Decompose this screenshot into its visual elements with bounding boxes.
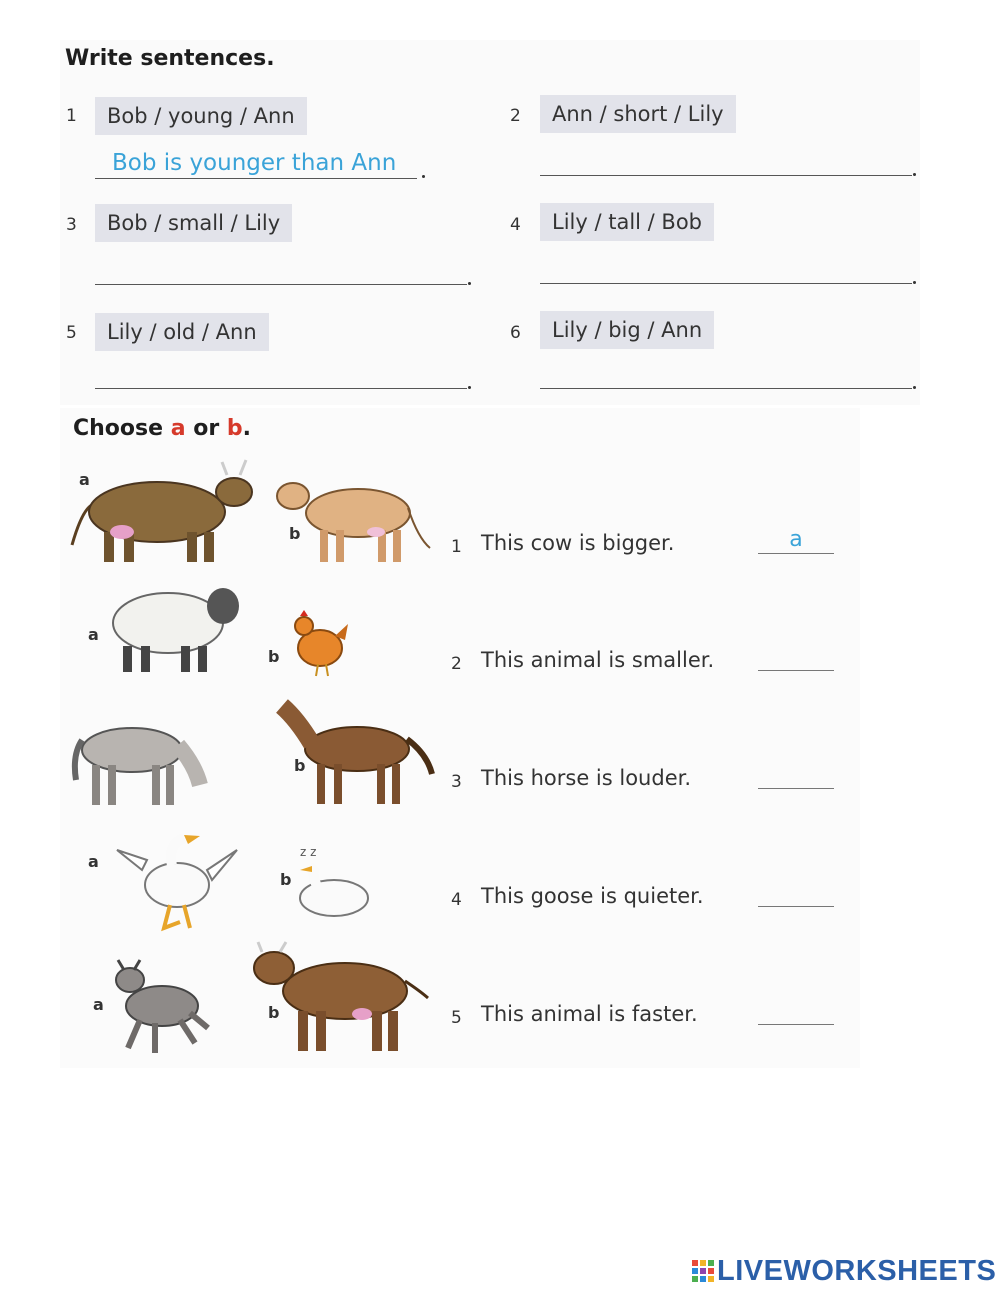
prompt-box: Lily / big / Ann xyxy=(540,311,714,349)
question-number: 5 xyxy=(451,1008,462,1028)
section-heading: Choose a or b. xyxy=(73,416,251,441)
period-dot xyxy=(913,281,916,284)
logo-text: LIVEWORKSHEETS xyxy=(717,1255,997,1287)
cow-icon xyxy=(62,450,257,568)
answer-value[interactable]: a xyxy=(789,527,803,552)
answer-line[interactable] xyxy=(758,670,834,671)
prompt-box: Bob / small / Lily xyxy=(95,204,292,242)
question-text: This cow is bigger. xyxy=(481,531,675,555)
item-number: 3 xyxy=(66,215,77,235)
period-dot xyxy=(913,386,916,389)
section-heading: Write sentences. xyxy=(65,46,275,71)
period-dot xyxy=(913,173,916,176)
label-b: b xyxy=(280,870,292,889)
answer-line[interactable] xyxy=(95,284,467,285)
sheep-icon xyxy=(103,578,243,678)
answer-line[interactable] xyxy=(758,1024,834,1025)
answer-line[interactable] xyxy=(540,388,912,389)
item-number: 4 xyxy=(510,215,521,235)
answer-line[interactable] xyxy=(540,175,912,176)
answer-line[interactable] xyxy=(540,283,912,284)
answer-text[interactable]: Bob is younger than Ann xyxy=(112,150,397,176)
question-text: This goose is quieter. xyxy=(481,884,704,908)
goose-icon xyxy=(112,830,242,935)
label-a: a xyxy=(93,995,104,1014)
question-number: 4 xyxy=(451,890,462,910)
label-a: a xyxy=(88,852,99,871)
prompt-box: Lily / tall / Bob xyxy=(540,203,714,241)
item-number: 6 xyxy=(510,323,521,343)
answer-line[interactable] xyxy=(95,178,417,179)
item-number: 5 xyxy=(66,323,77,343)
period-dot xyxy=(468,386,471,389)
logo-grid-icon xyxy=(692,1260,714,1282)
label-a: a xyxy=(88,625,99,644)
period-dot xyxy=(422,175,425,178)
cow-icon xyxy=(250,936,435,1056)
question-number: 1 xyxy=(451,537,462,557)
prompt-box: Lily / old / Ann xyxy=(95,313,269,351)
question-text: This animal is smaller. xyxy=(481,648,715,672)
horse-icon xyxy=(70,710,215,810)
horse-icon xyxy=(262,694,437,809)
answer-line[interactable] xyxy=(758,788,834,789)
label-a: a xyxy=(79,470,90,489)
goose-icon xyxy=(292,838,372,920)
label-b: b xyxy=(268,1003,280,1022)
prompt-box: Bob / young / Ann xyxy=(95,97,307,135)
svg-text:z z: z z xyxy=(300,845,317,859)
label-b: b xyxy=(289,524,301,543)
answer-line[interactable] xyxy=(758,906,834,907)
prompt-box: Ann / short / Lily xyxy=(540,95,736,133)
question-text: This horse is louder. xyxy=(481,766,691,790)
label-b: b xyxy=(294,756,306,775)
answer-line[interactable] xyxy=(95,388,467,389)
label-b: b xyxy=(268,647,280,666)
item-number: 1 xyxy=(66,106,77,126)
answer-line[interactable] xyxy=(758,553,834,554)
cow-icon xyxy=(268,468,438,568)
period-dot xyxy=(468,282,471,285)
question-text: This animal is faster. xyxy=(481,1002,698,1026)
goat-icon xyxy=(100,958,215,1058)
item-number: 2 xyxy=(510,106,521,126)
question-number: 3 xyxy=(451,772,462,792)
chicken-icon xyxy=(290,606,352,678)
question-number: 2 xyxy=(451,654,462,674)
